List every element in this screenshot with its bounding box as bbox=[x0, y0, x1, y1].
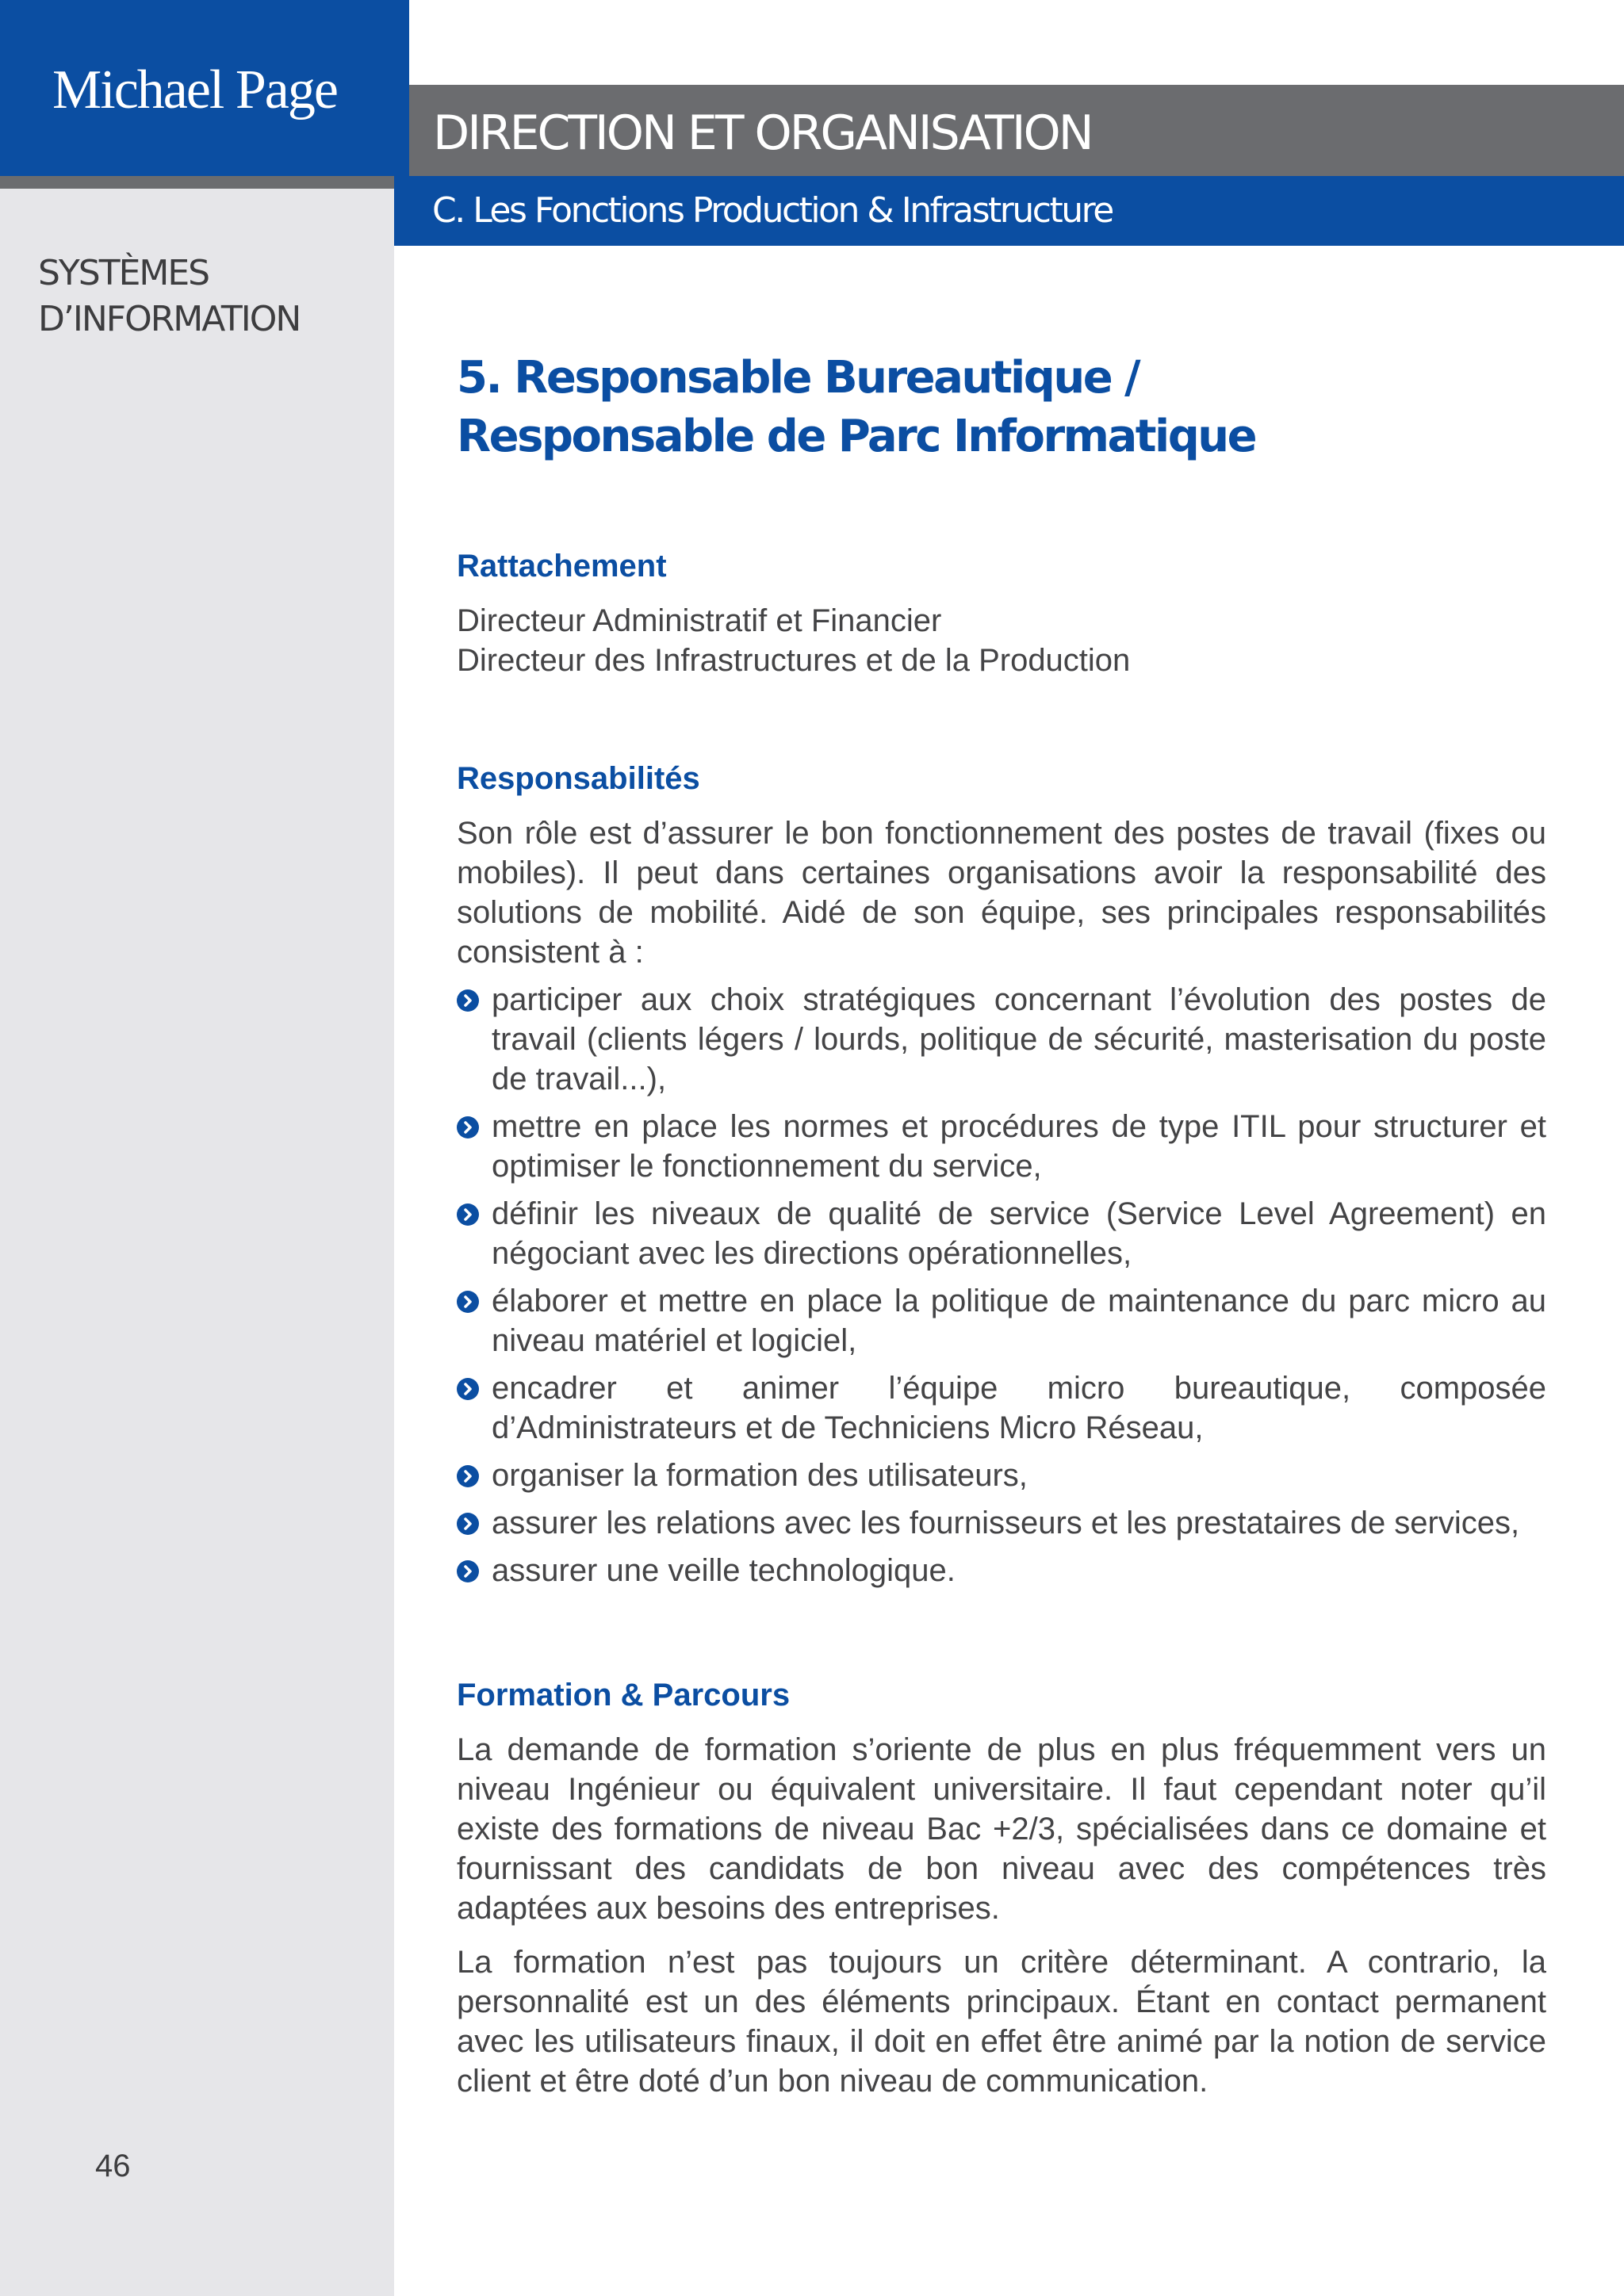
page-title-line: 5. Responsable Bureautique / bbox=[457, 352, 1139, 404]
sidebar bbox=[0, 0, 394, 2296]
list-item bbox=[457, 1281, 1546, 1360]
chevron-right-circle-icon bbox=[457, 1560, 479, 1582]
chevron-right-circle-icon bbox=[457, 1465, 479, 1487]
list-item-text: assurer les relations avec les fournisseurs et les prestataires de services, bbox=[492, 1506, 1520, 1540]
rattachement-line: Directeur des Infrastructures et de la Production bbox=[457, 643, 1131, 678]
responsabilites-list bbox=[457, 980, 1546, 1590]
brand-logo-block bbox=[0, 0, 409, 176]
logo-underline-divider bbox=[0, 176, 409, 189]
section-heading-rattachement: Rattachement bbox=[457, 549, 667, 584]
list-item-text: élaborer et mettre en place la politique de maintenance du parc micro au niveau matériel et logiciel, bbox=[492, 1284, 1546, 1358]
list-item bbox=[457, 1503, 1546, 1543]
header-subtitle: C. Les Fonctions Production & Infrastructure bbox=[432, 190, 1113, 231]
list-item bbox=[457, 1368, 1546, 1448]
list-item-text: participer aux choix stratégiques concernant l’évolution des postes de travail (clients légers / lourds, politique de sécurité, masterisation du poste de travail...), bbox=[492, 982, 1546, 1096]
chevron-right-circle-icon bbox=[457, 1378, 479, 1400]
formation-paragraph: La demande de formation s’oriente de plus en plus fréquemment vers un niveau Ingénieur ou équivalent universitaire. Il faut cependant noter qu’il existe des formations de niveau Bac +2/3, spécialisées dans ce domaine et fournissant des candidats de bon niveau avec des compétences très adaptées aux besoins des entreprises. bbox=[457, 1732, 1546, 1926]
brand-logo: Michael Page bbox=[52, 59, 337, 121]
page-title-line: Responsable de Parc Informatique bbox=[457, 411, 1256, 462]
list-item bbox=[457, 1107, 1546, 1186]
list-item bbox=[457, 1456, 1546, 1495]
chevron-right-circle-icon bbox=[457, 1513, 479, 1535]
responsabilites-intro: Son rôle est d’assurer le bon fonctionnement des postes de travail (fixes ou mobiles). Il peut dans certaines organisations avoir la responsabilité des solutions de mobilité. Aidé de son équipe, ses principales responsabilités consistent à : bbox=[457, 816, 1546, 970]
header-title: DIRECTION ET ORGANISATION bbox=[433, 105, 1092, 161]
list-item bbox=[457, 1194, 1546, 1273]
chevron-right-circle-icon bbox=[457, 1291, 479, 1313]
sidebar-category-line: SYSTÈMES bbox=[38, 253, 209, 293]
sidebar-category-line: D’INFORMATION bbox=[38, 299, 301, 339]
list-item-text: définir les niveaux de qualité de service (Service Level Agreement) en négociant avec les directions opérationnelles, bbox=[492, 1196, 1546, 1271]
rattachement-list bbox=[457, 601, 1546, 680]
chevron-right-circle-icon bbox=[457, 989, 479, 1012]
section-heading-responsabilites: Responsabilités bbox=[457, 761, 700, 796]
page-title bbox=[457, 349, 1546, 466]
list-item-text: organiser la formation des utilisateurs, bbox=[492, 1458, 1028, 1493]
list-item-text: assurer une veille technologique. bbox=[492, 1553, 956, 1588]
section-heading-formation: Formation & Parcours bbox=[457, 1678, 791, 1712]
page-number: 46 bbox=[95, 2149, 131, 2183]
rattachement-line: Directeur Administratif et Financier bbox=[457, 603, 942, 638]
list-item-text: encadrer et animer l’équipe micro bureautique, composée d’Administrateurs et de Techniciens Micro Réseau, bbox=[492, 1371, 1546, 1445]
formation-paragraph: La formation n’est pas toujours un critère déterminant. A contrario, la personnalité est un des éléments principaux. Étant en contact permanent avec les utilisateurs finaux, il doit en effet être animé par la notion de service client et être doté d’un bon niveau de communication. bbox=[457, 1945, 1546, 2099]
header-bar bbox=[409, 85, 1624, 176]
subheader-bar bbox=[394, 176, 1624, 246]
list-item-text: mettre en place les normes et procédures de type ITIL pour structurer et optimiser le fonctionnement du service, bbox=[492, 1109, 1546, 1184]
chevron-right-circle-icon bbox=[457, 1116, 479, 1138]
main-content bbox=[457, 349, 1546, 2101]
chevron-right-circle-icon bbox=[457, 1203, 479, 1226]
list-item bbox=[457, 1551, 1546, 1590]
list-item bbox=[457, 980, 1546, 1099]
sidebar-category bbox=[38, 251, 300, 342]
